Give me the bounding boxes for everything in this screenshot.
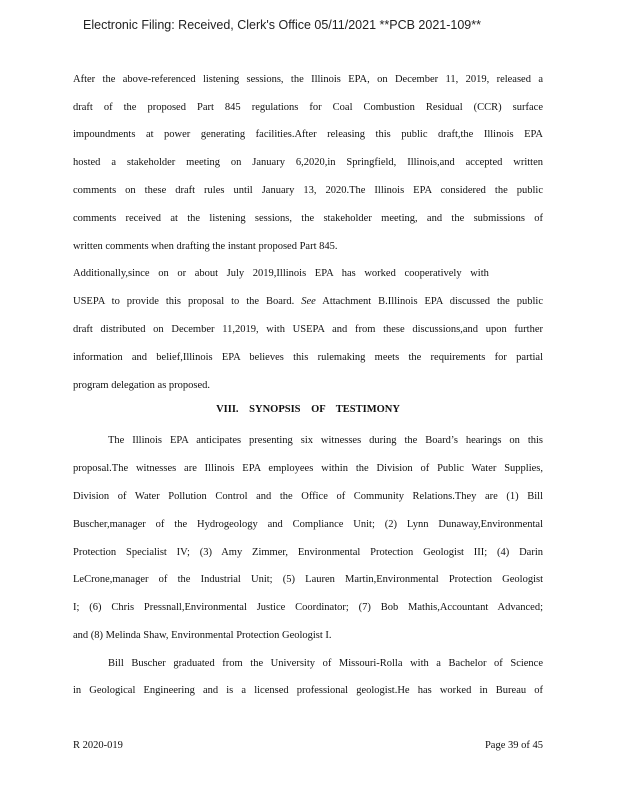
- text-line: Division of Water Pollution Control and the Office of Community Relations.They are (1) Bill: [73, 491, 543, 502]
- text-line: draft distributed on December 11,2019, with USEPA and from these discussions,and upon further: [73, 324, 543, 335]
- text-line: [73, 295, 543, 309]
- text-line: LeCrone,manager of the Industrial Unit; (5) Lauren Martin,Environmental Protection Geologist: [73, 574, 543, 585]
- text-line: Buscher,manager of the Hydrogeology and Compliance Unit; (2) Lynn Dunaway,Environmental: [73, 519, 543, 530]
- attachment-reference: Attachment B.Illinois EPA discussed the public: [322, 296, 544, 307]
- text-line: draft of the proposed Part 845 regulations for Coal Combustion Residual (CCR) surface: [73, 102, 543, 113]
- footer-page-number: Page 39 of 45: [484, 740, 543, 751]
- text-segment: USEPA to provide this proposal to the Board.: [73, 296, 295, 307]
- text-line: comments on these draft rules until January 13, 2020.The Illinois EPA considered the public: [73, 185, 543, 196]
- text-line: and (8) Melinda Shaw, Environmental Protection Geologist I.: [73, 630, 332, 641]
- text-line: program delegation as proposed.: [73, 380, 211, 391]
- text-line: Bill Buscher graduated from the University of Missouri-Rolla with a Bachelor of Science: [108, 658, 543, 669]
- text-line: proposal.The witnesses are Illinois EPA employees within the Division of Public Water Supplies,: [73, 463, 543, 474]
- text-line: After the above-referenced listening sessions, the Illinois EPA, on December 11, 2019, released a: [73, 74, 543, 85]
- text-line: in Geological Engineering and is a licensed professional geologist.He has worked in Bureau of: [73, 685, 543, 696]
- text-line: impoundments at power generating facilities.After releasing this public draft,the Illinois EPA: [73, 129, 543, 140]
- filing-stamp-header: Electronic Filing: Received, Clerk's Office 05/11/2021 **PCB 2021-109**: [83, 18, 481, 32]
- text-line: The Illinois EPA anticipates presenting six witnesses during the Board’s hearings on this: [108, 435, 543, 446]
- text-line: information and belief,Illinois EPA believes this rulemaking meets the requirements for partial: [73, 352, 543, 363]
- citation-signal: See: [301, 296, 316, 307]
- text-line: comments received at the listening sessions, the stakeholder meeting, and the submissions of: [73, 213, 543, 224]
- text-line: written comments when drafting the instant proposed Part 845.: [73, 241, 338, 252]
- text-line: hosted a stakeholder meeting on January 6,2020,in Springfield, Illinois,and accepted written: [73, 157, 543, 168]
- text-line: Protection Specialist IV; (3) Amy Zimmer, Environmental Protection Geologist III; (4) Darin: [73, 547, 543, 558]
- text-line: I; (6) Chris Pressnall,Environmental Justice Coordinator; (7) Bob Mathis,Accountant Advanced;: [73, 602, 543, 613]
- footer-docket-number: R 2020-019: [73, 740, 123, 751]
- section-heading: VIII. SYNOPSIS OF TESTIMONY: [216, 404, 400, 415]
- text-line: Additionally,since on or about July 2019,Illinois EPA has worked cooperatively with: [73, 268, 489, 279]
